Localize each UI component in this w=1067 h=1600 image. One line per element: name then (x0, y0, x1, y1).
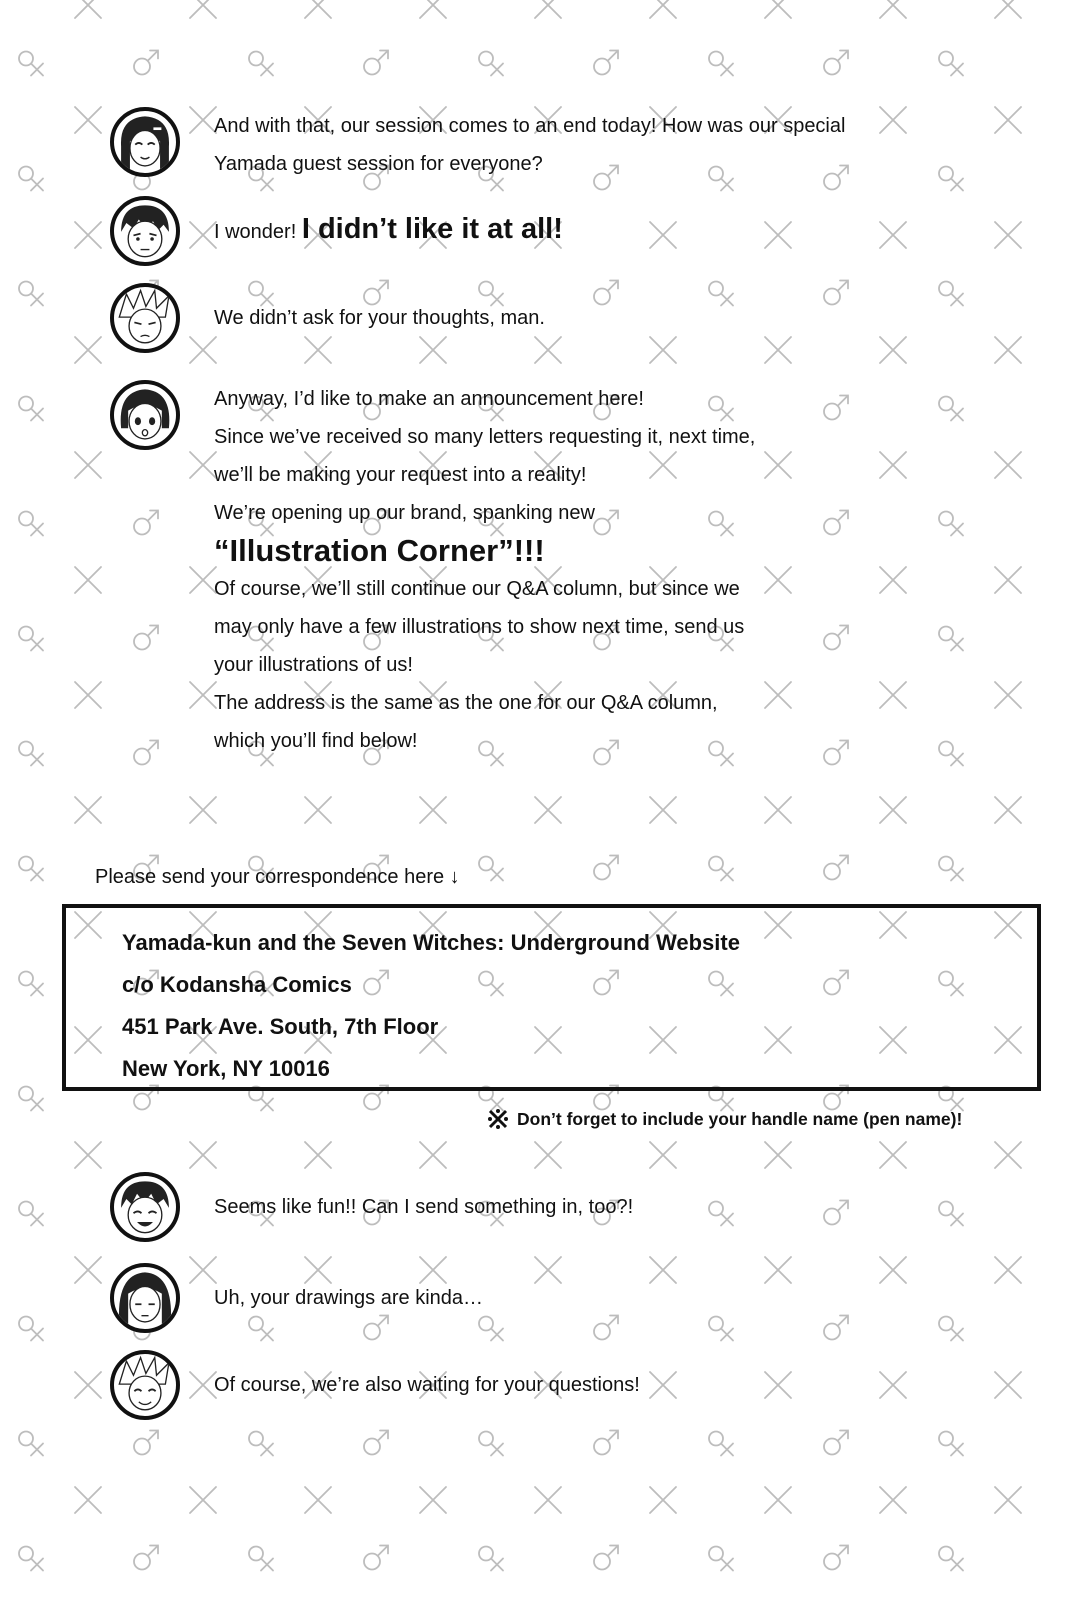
address-label: Please send your correspondence here ↓ (95, 866, 460, 888)
dialog-prefix: I wonder! (214, 221, 297, 243)
avatar-yamada-icon (110, 1172, 180, 1242)
pen-name-note (487, 1108, 962, 1130)
dialog-line: which you’ll find below! (214, 730, 418, 752)
address-line-city: New York, NY 10016 (122, 1056, 330, 1081)
dialog-emphasis: I didn’t like it at all! (301, 213, 563, 245)
address-line-street: 451 Park Ave. South, 7th Floor (122, 1014, 439, 1039)
dialog-text (214, 1279, 483, 1317)
illustration-corner-headline: “Illustration Corner”!!! (214, 533, 545, 568)
address-line-care-of: c/o Kodansha Comics (122, 972, 352, 997)
dialog-line: Of course, we’ll still continue our Q&A column, but since we (214, 578, 740, 600)
dialog-text (214, 107, 845, 183)
dialog-line: we’ll be making your request into a reality! (214, 464, 587, 486)
avatar-spiky-blond-boy-icon (110, 1350, 180, 1420)
dialog-text (214, 380, 755, 760)
address-box (62, 904, 1041, 1091)
dialog-line: And with that, our session comes to an end today! How was our special (214, 115, 846, 137)
dialog-line: The address is the same as the one for our Q&A column, (214, 692, 718, 714)
dialog-line: Yamada guest session for everyone? (214, 153, 543, 175)
dialog-line: your illustrations of us! (214, 654, 413, 676)
dialog-line: Uh, your drawings are kinda… (214, 1287, 484, 1309)
avatar-yamada-icon (110, 196, 180, 266)
dialog-line: Of course, we’re also waiting for your questions! (214, 1374, 640, 1396)
dialog-line: Since we’ve received so many letters requesting it, next time, (214, 426, 756, 448)
dialog-text (214, 1188, 633, 1226)
avatar-hairclip-girl-icon (110, 107, 180, 177)
reference-mark-icon (487, 1108, 509, 1130)
dialog-line: We didn’t ask for your thoughts, man. (214, 307, 545, 329)
address-line-website: Yamada-kun and the Seven Witches: Underground Website (122, 930, 740, 955)
dialog-line: Anyway, I’d like to make an announcement here! (214, 388, 644, 410)
avatar-spiky-blond-boy-icon (110, 283, 180, 353)
dialog-text (214, 1366, 640, 1404)
dialog-line: We’re opening up our brand, spanking new (214, 502, 595, 524)
dialog-line: Seems like fun!! Can I send something in, too?! (214, 1196, 634, 1218)
dialog-text (214, 299, 545, 337)
dialog-line: may only have a few illustrations to show next time, send us (214, 616, 745, 638)
dialog-text (214, 210, 563, 251)
pen-name-note-text: Don’t forget to include your handle name (pen name)! (517, 1108, 963, 1129)
avatar-long-haired-girl-icon (110, 1263, 180, 1333)
avatar-short-haired-girl-icon (110, 380, 180, 450)
